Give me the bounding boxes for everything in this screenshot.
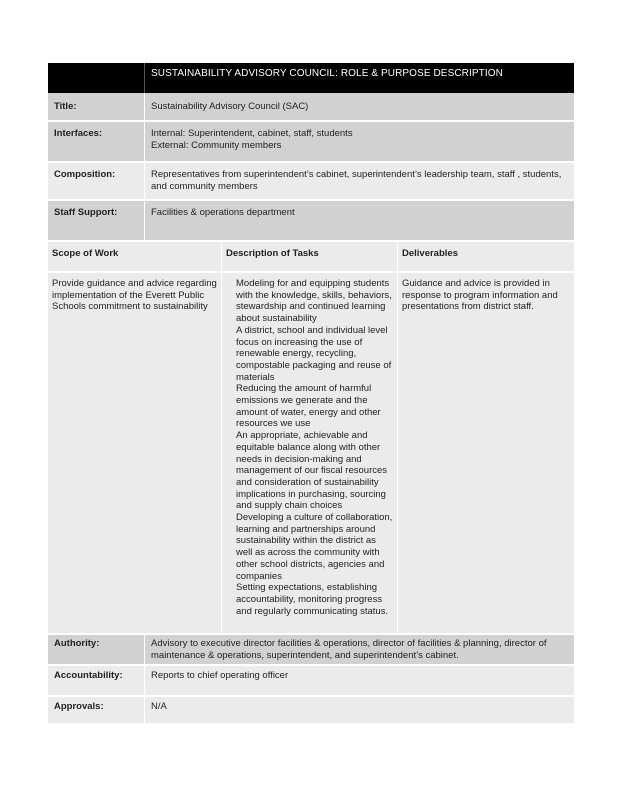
approvals-label: Approvals:	[48, 697, 145, 723]
header-empty-cell	[48, 63, 145, 93]
deliverables-header: Deliverables	[398, 242, 574, 271]
title-value: Sustainability Advisory Council (SAC)	[151, 101, 309, 112]
staff-support-row	[48, 201, 574, 242]
scope-of-work-header: Scope of Work	[48, 242, 222, 271]
accountability-value: Reports to chief operating officer	[151, 670, 289, 681]
composition-value: Representatives from superintendent’s cabinet, superintendent’s leadership team, staff , students, and community members	[151, 169, 562, 192]
title-row	[48, 93, 574, 122]
description-of-tasks-cell	[222, 273, 398, 633]
interfaces-label: Interfaces:	[48, 122, 145, 161]
authority-label: Authority:	[48, 635, 145, 664]
columns-header-row	[48, 242, 574, 273]
table-header-row	[48, 63, 574, 93]
task-text: A district, school and individual level focus on increasing the use of renewable energy, recycling, compostable packaging and reuse of materials	[236, 324, 392, 383]
interfaces-internal: Internal: Superintendent, cabinet, staff, students	[151, 128, 353, 139]
list-item	[226, 430, 393, 512]
authority-row	[48, 635, 574, 666]
staff-support-value: Facilities & operations department	[151, 207, 295, 218]
document-title: SUSTAINABILITY ADVISORY COUNCIL: ROLE & PURPOSE DESCRIPTION	[151, 68, 503, 79]
deliverables-cell: Guidance and advice is provided in response to program information and presentations from district staff.	[398, 273, 574, 633]
approvals-value: N/A	[151, 701, 167, 712]
task-text: An appropriate, achievable and equitable balance along with other needs in decision-making and management of our fiscal resources and consideration of sustainability implications in purchasing, sourcing and supply chain choices	[236, 430, 388, 512]
scope-of-work-cell: Provide guidance and advice regarding implementation of the Everett Public Schools commitment to sustainability	[48, 273, 222, 633]
list-item	[226, 278, 393, 325]
task-text: Developing a culture of collaboration, learning and partnerships around sustainability within the district as well as across the community with other school districts, agencies and companies	[236, 512, 393, 582]
task-text: Setting expectations, establishing accountability, monitoring progress and regularly communicating status.	[236, 582, 389, 617]
role-description-table	[48, 63, 574, 723]
list-item	[226, 512, 393, 582]
authority-value: Advisory to executive director facilities & operations, director of facilities & planning, director of maintenance & operations, superintendent, and superintendent’s cabinet.	[151, 638, 547, 661]
title-label: Title:	[48, 93, 145, 120]
approvals-row	[48, 697, 574, 723]
interfaces-value	[145, 122, 574, 161]
accountability-row	[48, 666, 574, 697]
list-item	[226, 383, 393, 430]
task-text: Reducing the amount of harmful emissions we generate and the amount of water, energy and other resources we use	[236, 383, 381, 430]
interfaces-row	[48, 122, 574, 163]
task-list	[226, 278, 393, 617]
accountability-label: Accountability:	[48, 666, 145, 695]
composition-row	[48, 163, 574, 201]
list-item	[226, 582, 393, 617]
interfaces-external: External: Community members	[151, 140, 282, 151]
staff-support-label: Staff Support:	[48, 201, 145, 240]
list-item	[226, 325, 393, 384]
columns-body-row	[48, 273, 574, 635]
composition-label: Composition:	[48, 163, 145, 199]
description-of-tasks-header: Description of Tasks	[222, 242, 398, 271]
task-text: Modeling for and equipping students with the knowledge, skills, behaviors, stewardship and continued learning about sustainability	[236, 278, 392, 325]
